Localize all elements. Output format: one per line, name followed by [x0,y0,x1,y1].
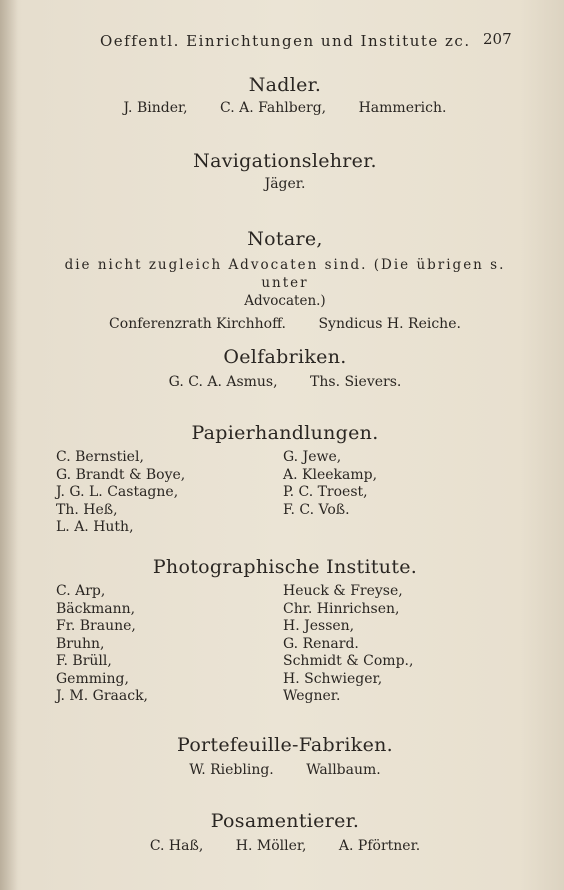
list-item: J. M. Graack, [56,688,149,704]
list-item: Schmidt & Comp., [283,653,414,669]
entry-line [40,760,530,780]
page-number: 207 [483,30,512,48]
section-photographische-title [40,554,530,580]
list-item: C. Arp, [56,583,106,599]
list-item: Bäckmann, [56,600,136,617]
list-item: Gemming, [56,670,129,687]
section-navigationslehrer [40,148,530,194]
list-item: Th. Heß, [56,501,118,518]
entry: J. Binder, [123,100,188,116]
section-title: Portefeuille-Fabriken. [177,734,393,756]
section-title: Posamentierer. [210,810,360,832]
entry: C. A. Fahlberg, [220,100,327,116]
entry-line [40,314,530,334]
entry-line [40,372,530,392]
entry-line [40,98,530,118]
section-title: Papierhandlungen. [191,422,379,444]
list-item: H. Jessen, [283,618,355,634]
left-column [56,583,148,706]
section-title: Navigationslehrer. [193,150,377,172]
notare-note-line-2: Advocaten.) [244,293,326,309]
section-notare [40,226,530,334]
list-item: C. Bernstiel, [56,449,144,465]
list-item: P. C. Troest, [283,484,368,500]
list-item: A. Kleekamp, [283,466,378,483]
right-column [283,449,377,519]
list-item: Bruhn, [56,635,105,652]
right-column [283,583,413,706]
entry-line [40,174,530,194]
entry: W. Riebling. [189,762,274,778]
section-nadler [40,72,530,118]
list-item: G. Renard. [283,635,359,652]
notare-note-line-1: die nicht zugleich Advocaten sind. (Die übrigen s. unter [64,257,506,291]
entry: G. C. A. Asmus, [168,374,278,390]
list-item: G. Brandt & Boye, [56,466,186,483]
section-papierhandlungen-title [40,420,530,446]
entry: Conferenzrath Kirchhoff. [109,316,287,332]
section-title: Notare, [247,228,323,250]
list-item: J. G. L. Castagne, [56,484,179,500]
list-item: L. A. Huth, [56,519,134,535]
list-item: Heuck & Freyse, [283,583,403,599]
list-item: F. Brüll, [56,653,112,669]
left-column [56,449,185,537]
section-title: Photographische Institute. [152,556,418,578]
list-item: F. C. Voß. [283,501,350,518]
page-header [0,30,564,54]
section-posamentierer [40,808,530,856]
entry: Syndicus H. Reiche. [318,316,461,332]
entry: Wallbaum. [306,762,381,778]
list-item: H. Schwieger, [283,670,383,687]
entry: C. Haß, [149,838,204,854]
section-title: Oelfabriken. [223,346,347,368]
entry-line [40,836,530,856]
section-title: Nadler. [248,74,322,96]
entry: H. Möller, [235,838,307,854]
entry: Jäger. [264,176,306,192]
section-portefeuille [40,732,530,780]
section-oelfabriken [40,344,530,392]
list-item: G. Jewe, [283,449,342,465]
entry: Ths. Sievers. [310,374,402,390]
page-gutter-shadow [0,0,18,890]
running-head: Oeffentl. Einrichtungen und Institute zc. [100,32,471,50]
entry: Hammerich. [358,100,447,116]
list-item: Wegner. [283,688,341,704]
list-item: Chr. Hinrichsen, [283,600,400,617]
list-item: Fr. Braune, [56,618,136,634]
entry: A. Pförtner. [338,838,421,854]
